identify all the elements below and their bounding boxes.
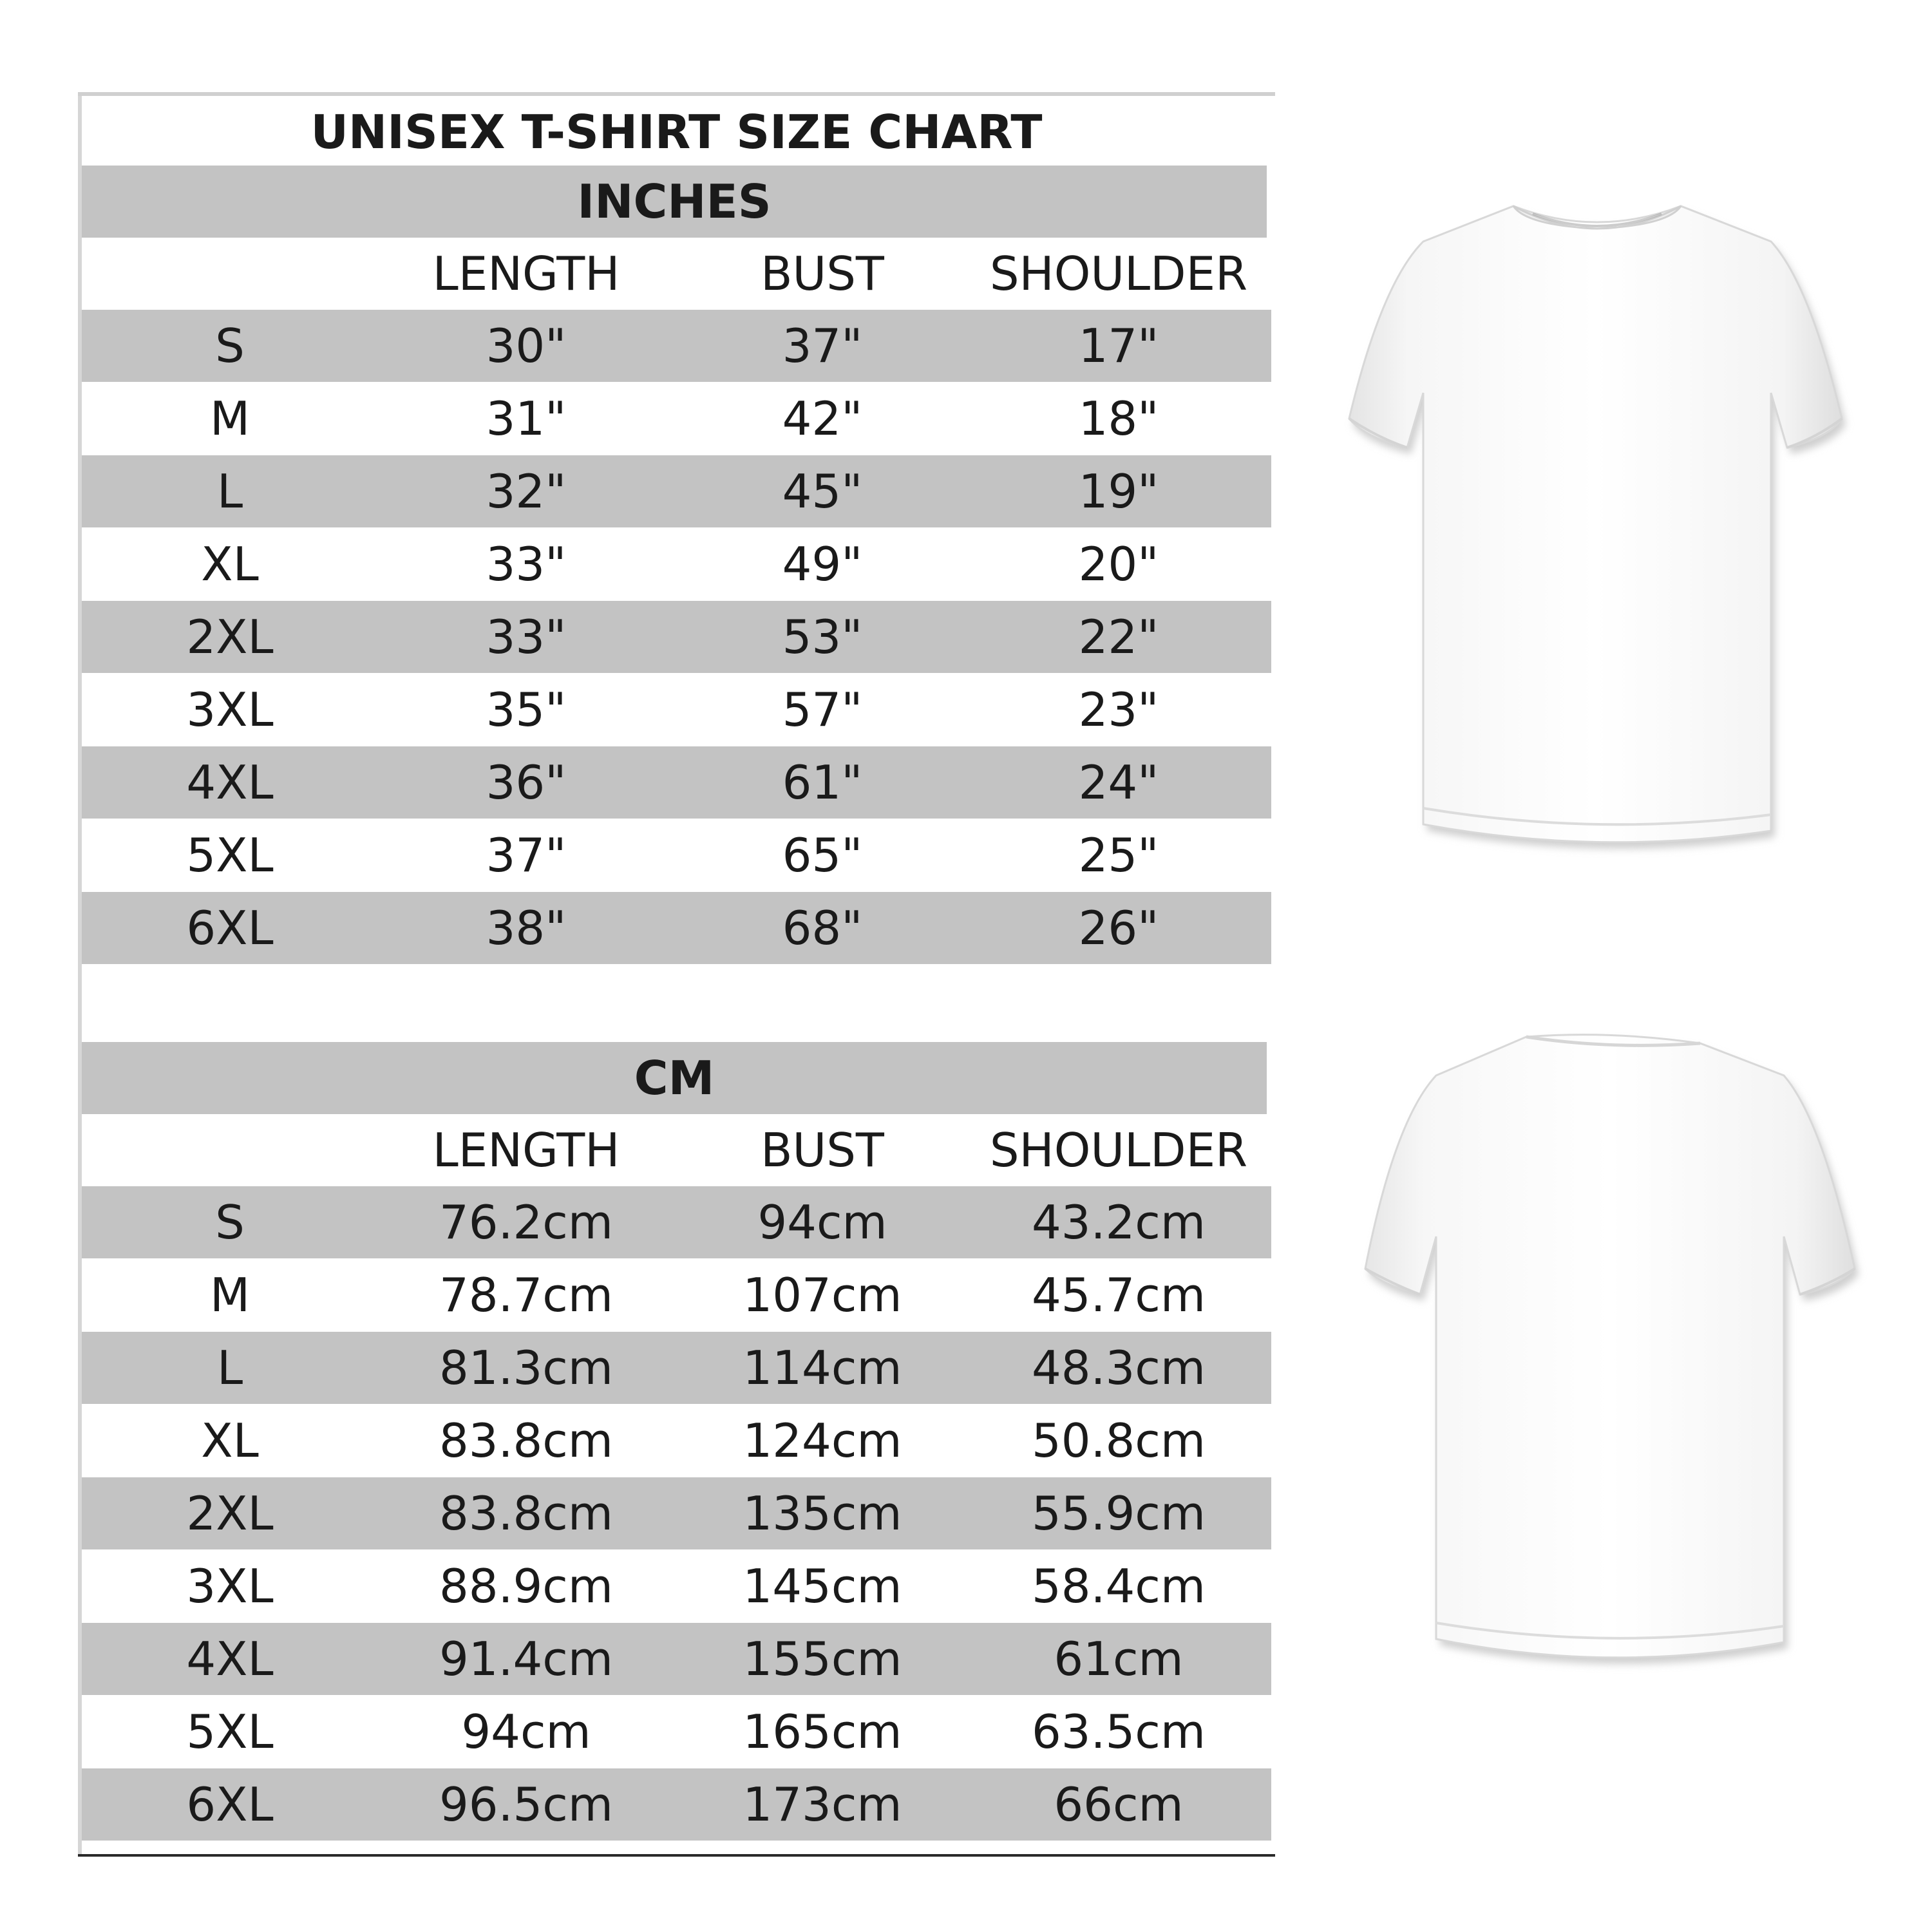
cell-length: 31" bbox=[486, 392, 567, 446]
cell-size: 4XL bbox=[186, 755, 274, 810]
chart-title: UNISEX T-SHIRT SIZE CHART bbox=[310, 105, 1043, 159]
cell-bust: 135cm bbox=[743, 1486, 902, 1540]
cell-bust: 173cm bbox=[743, 1777, 902, 1832]
inches-size-row bbox=[82, 674, 1271, 746]
cell-bust: 124cm bbox=[743, 1414, 902, 1468]
cell-shoulder: 25" bbox=[1078, 828, 1159, 882]
cell-size: 5XL bbox=[186, 828, 274, 882]
cell-length: 76.2cm bbox=[439, 1195, 614, 1249]
cell-shoulder: 19" bbox=[1078, 464, 1159, 518]
cell-size: 3XL bbox=[186, 683, 274, 737]
cell-bust: 65" bbox=[782, 828, 863, 882]
cell-size: S bbox=[215, 1195, 245, 1249]
cell-size: 2XL bbox=[186, 1486, 274, 1540]
cell-bust: 37" bbox=[782, 319, 863, 373]
cell-size: M bbox=[209, 392, 251, 446]
header-length: LENGTH bbox=[432, 1123, 620, 1177]
cell-size: 5XL bbox=[186, 1705, 274, 1759]
inches-size-row bbox=[82, 455, 1271, 527]
cell-length: 33" bbox=[486, 610, 567, 664]
cell-bust: 107cm bbox=[743, 1268, 902, 1322]
cell-size: 2XL bbox=[186, 610, 274, 664]
header-length: LENGTH bbox=[432, 247, 620, 301]
cell-length: 83.8cm bbox=[439, 1486, 614, 1540]
cell-size: XL bbox=[201, 537, 259, 591]
inches-size-row bbox=[82, 528, 1271, 600]
header-size bbox=[82, 1114, 378, 1186]
cm-size-row bbox=[82, 1186, 1271, 1258]
cell-shoulder: 55.9cm bbox=[1031, 1486, 1206, 1540]
inches-size-row bbox=[82, 892, 1271, 964]
cell-shoulder: 63.5cm bbox=[1031, 1705, 1206, 1759]
cell-shoulder: 20" bbox=[1078, 537, 1159, 591]
cell-size: 6XL bbox=[186, 901, 274, 955]
cell-length: 30" bbox=[486, 319, 567, 373]
cm-size-row bbox=[82, 1550, 1271, 1622]
cell-shoulder: 45.7cm bbox=[1031, 1268, 1206, 1322]
cell-length: 83.8cm bbox=[439, 1414, 614, 1468]
cell-length: 32" bbox=[486, 464, 567, 518]
header-bust: BUST bbox=[761, 247, 884, 301]
cell-length: 33" bbox=[486, 537, 567, 591]
cm-heading: CM bbox=[82, 1042, 1267, 1114]
cell-size: 3XL bbox=[186, 1559, 274, 1613]
cell-length: 88.9cm bbox=[439, 1559, 614, 1613]
cell-shoulder: 50.8cm bbox=[1031, 1414, 1206, 1468]
tshirt-back-icon bbox=[1340, 1024, 1880, 1687]
cm-size-row bbox=[82, 1259, 1271, 1331]
cm-size-row bbox=[82, 1332, 1271, 1404]
cell-length: 35" bbox=[486, 683, 567, 737]
cell-shoulder: 22" bbox=[1078, 610, 1159, 664]
cell-length: 36" bbox=[486, 755, 567, 810]
cell-size: L bbox=[216, 1341, 243, 1395]
header-shoulder: SHOULDER bbox=[989, 1123, 1248, 1177]
cell-shoulder: 61cm bbox=[1054, 1632, 1184, 1686]
cell-bust: 165cm bbox=[743, 1705, 902, 1759]
cell-length: 81.3cm bbox=[439, 1341, 614, 1395]
cell-size: 4XL bbox=[186, 1632, 274, 1686]
cell-shoulder: 26" bbox=[1078, 901, 1159, 955]
inches-size-row bbox=[82, 383, 1271, 455]
cell-size: M bbox=[209, 1268, 251, 1322]
cell-shoulder: 58.4cm bbox=[1031, 1559, 1206, 1613]
cell-bust: 57" bbox=[782, 683, 863, 737]
cm-size-row bbox=[82, 1405, 1271, 1477]
cell-size: S bbox=[215, 319, 245, 373]
cell-bust: 42" bbox=[782, 392, 863, 446]
cell-length: 96.5cm bbox=[439, 1777, 614, 1832]
cell-bust: 61" bbox=[782, 755, 863, 810]
cell-bust: 49" bbox=[782, 537, 863, 591]
cm-size-row bbox=[82, 1477, 1271, 1549]
header-bust: BUST bbox=[761, 1123, 884, 1177]
inches-heading: INCHES bbox=[82, 166, 1267, 238]
cell-length: 91.4cm bbox=[439, 1632, 614, 1686]
cell-length: 37" bbox=[486, 828, 567, 882]
size-chart-table bbox=[78, 92, 1271, 1854]
cell-length: 38" bbox=[486, 901, 567, 955]
cell-bust: 145cm bbox=[743, 1559, 902, 1613]
cm-size-row bbox=[82, 1696, 1271, 1768]
cell-shoulder: 48.3cm bbox=[1031, 1341, 1206, 1395]
cell-shoulder: 24" bbox=[1078, 755, 1159, 810]
cell-shoulder: 23" bbox=[1078, 683, 1159, 737]
header-shoulder: SHOULDER bbox=[989, 247, 1248, 301]
cm-header-row bbox=[82, 1114, 1271, 1186]
cell-bust: 68" bbox=[782, 901, 863, 955]
inches-header-row bbox=[82, 238, 1271, 310]
cell-shoulder: 18" bbox=[1078, 392, 1159, 446]
cell-size: L bbox=[216, 464, 243, 518]
inches-size-row bbox=[82, 310, 1271, 382]
cell-size: 6XL bbox=[186, 1777, 274, 1832]
cell-bust: 155cm bbox=[743, 1632, 902, 1686]
inches-size-row bbox=[82, 601, 1271, 673]
cell-bust: 45" bbox=[782, 464, 863, 518]
cell-bust: 94cm bbox=[757, 1195, 887, 1249]
cm-size-row bbox=[82, 1623, 1271, 1695]
cell-length: 78.7cm bbox=[439, 1268, 614, 1322]
cm-size-row bbox=[82, 1768, 1271, 1841]
cell-shoulder: 66cm bbox=[1054, 1777, 1184, 1832]
header-size bbox=[82, 238, 378, 310]
cell-shoulder: 17" bbox=[1078, 319, 1159, 373]
tshirt-front-icon bbox=[1320, 180, 1874, 876]
inches-size-row bbox=[82, 819, 1271, 891]
cell-length: 94cm bbox=[461, 1705, 591, 1759]
cell-size: XL bbox=[201, 1414, 259, 1468]
cell-bust: 114cm bbox=[743, 1341, 902, 1395]
inches-size-row bbox=[82, 746, 1271, 819]
cell-shoulder: 43.2cm bbox=[1031, 1195, 1206, 1249]
cell-bust: 53" bbox=[782, 610, 863, 664]
